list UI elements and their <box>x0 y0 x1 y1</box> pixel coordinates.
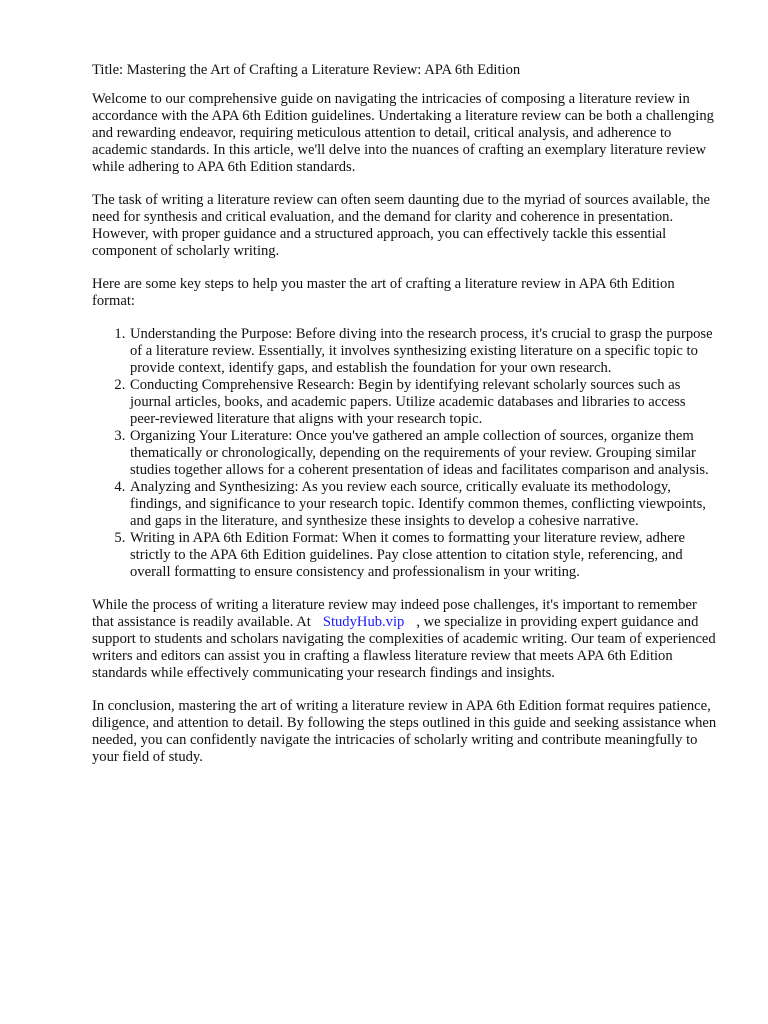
conclusion-paragraph: In conclusion, mastering the art of writing a literature review in APA 6th Edition format requires patience, diligence, and attention to detail. By following the steps outlined in this guide and seeking assistance when needed, you can confidently navigate the intricacies of scholarly writing and contribute meaningfully to your field of study. <box>92 698 717 765</box>
step-item-5: 5. Writing in APA 6th Edition Format: When it comes to formatting your literature review, adhere strictly to the APA 6th Edition guidelines. Pay close attention to citation style, referencing, and overall formatting to ensure consistency and professionalism in your writing. <box>129 530 718 581</box>
steps-list <box>92 326 718 581</box>
assistance-paragraph <box>92 597 718 682</box>
step-item-2: 2. Conducting Comprehensive Research: Begin by identifying relevant scholarly sources such as journal articles, books, and academic papers. Utilize academic databases and libraries to access peer-reviewed literature that aligns with your research topic. <box>129 377 718 428</box>
document-title: Title: Mastering the Art of Crafting a Literature Review: APA 6th Edition <box>92 62 521 78</box>
assistance-text-before: While the process of writing a literature review may indeed pose challenges, it's important to remember that assistance is readily available. At <box>92 597 697 630</box>
intro-paragraph: Welcome to our comprehensive guide on navigating the intricacies of composing a literature review in accordance with the APA 6th Edition guidelines. Undertaking a literature review can be both a challenging and rewarding endeavor, requiring meticulous attention to detail, critical analysis, and adherence to academic standards. In this article, we'll delve into the nuances of crafting an exemplary literature review while adhering to APA 6th Edition standards. <box>92 91 714 175</box>
step-item-1: 1. Understanding the Purpose: Before diving into the research process, it's crucial to grasp the purpose of a literature review. Essentially, it involves synthesizing existing literature on a specific topic to provide context, identify gaps, and establish the foundation for your own research. <box>129 326 718 377</box>
assistance-text-after: , we specialize in providing expert guidance and support to students and scholars navigating the complexities of academic writing. Our team of experienced writers and editors can assist you in crafting a flawless literature review that meets APA 6th Edition standards while effectively communicating your research findings and insights. <box>92 614 716 681</box>
steps-intro-paragraph: Here are some key steps to help you master the art of crafting a literature review in APA 6th Edition format: <box>92 276 675 309</box>
task-paragraph: The task of writing a literature review can often seem daunting due to the myriad of sources available, the need for synthesis and critical evaluation, and the demand for clarity and coherence in presentation. However, with proper guidance and a structured approach, you can effectively tackle this essential component of scholarly writing. <box>92 192 710 259</box>
step-item-3: 3. Organizing Your Literature: Once you've gathered an ample collection of sources, organize them thematically or chronologically, depending on the requirements of your review. Grouping similar studies together allows for a coherent presentation of ideas and facilitates comparison and analysis. <box>129 428 718 479</box>
studyhub-link[interactable]: StudyHub.vip <box>322 614 405 630</box>
step-item-4: 4. Analyzing and Synthesizing: As you review each source, critically evaluate its methodology, findings, and significance to your research topic. Identify common themes, conflicting viewpoints, and gaps in the literature, and synthesize these insights to develop a cohesive narrative. <box>129 479 718 530</box>
